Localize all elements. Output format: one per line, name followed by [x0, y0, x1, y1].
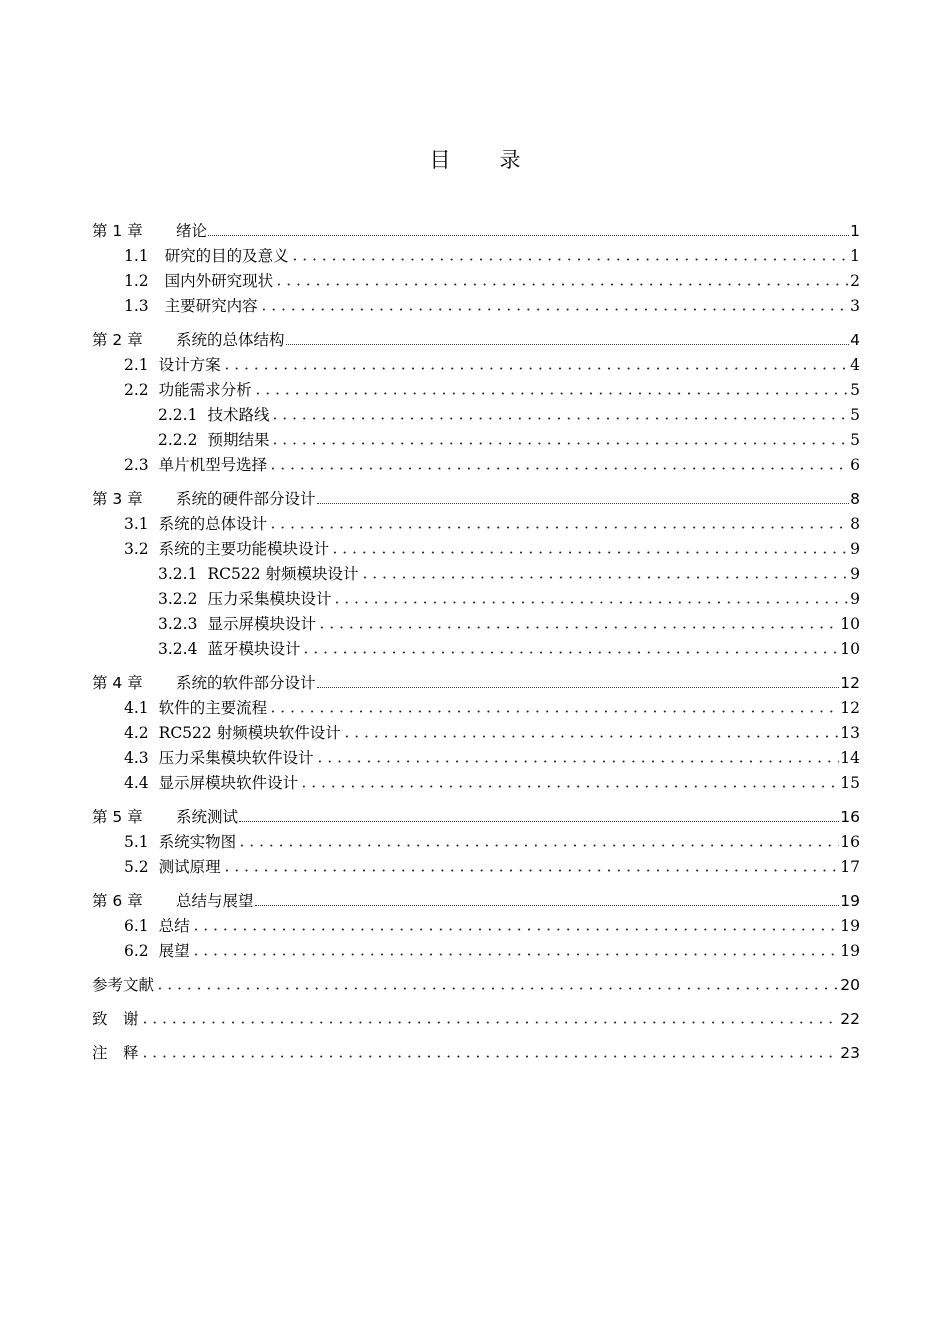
page-number: 19	[840, 942, 860, 960]
section-number: 1.1	[124, 247, 149, 265]
dot-leader	[222, 869, 840, 872]
dot-leader	[332, 601, 849, 604]
chapter-label: 第 6 章	[92, 892, 143, 910]
dot-leader	[222, 367, 849, 370]
toc-section[interactable]	[92, 852, 860, 877]
page-number: 20	[840, 976, 860, 994]
page-number: 10	[840, 640, 860, 658]
toc-acknowledgements[interactable]	[92, 1004, 860, 1029]
page-number: 16	[840, 808, 860, 826]
dot-leader	[253, 392, 849, 395]
toc-section[interactable]	[92, 450, 860, 475]
toc-subsection[interactable]	[92, 609, 860, 634]
section-title: 系统的总体设计	[158, 515, 268, 533]
section-number: 5.2	[124, 858, 149, 876]
section-number: 2.1	[124, 356, 149, 374]
toc-section[interactable]	[92, 693, 860, 718]
page-number: 9	[850, 565, 860, 583]
toc-section[interactable]	[92, 743, 860, 768]
toc-section[interactable]	[92, 718, 860, 743]
page-number: 22	[840, 1010, 860, 1028]
dot-leader	[140, 1055, 840, 1058]
section-number: 6.1	[124, 917, 149, 935]
dot-leader	[140, 1021, 840, 1024]
subsection-title: 显示屏模块设计	[207, 615, 316, 633]
toc-subsection[interactable]	[92, 634, 860, 659]
section-title: 总结	[158, 917, 190, 935]
toc-section[interactable]	[92, 936, 860, 961]
subsection-title: 蓝牙模块设计	[207, 640, 301, 658]
toc-section[interactable]	[92, 827, 860, 852]
section-title: 测试原理	[158, 858, 221, 876]
section-title: 展望	[158, 942, 190, 960]
page-number: 6	[850, 456, 860, 474]
dot-leader	[286, 344, 850, 345]
section-number: 1.2	[124, 272, 149, 290]
subsection-title: RC522 射频模块设计	[207, 565, 359, 583]
page-number: 10	[840, 615, 860, 633]
notes-title: 注 释	[92, 1044, 139, 1062]
toc-subsection[interactable]	[92, 559, 860, 584]
section-number: 3.2	[124, 540, 149, 558]
section-title: RC522 射频模块软件设计	[158, 724, 341, 742]
chapter-label: 第 3 章	[92, 490, 143, 508]
section-title: 研究的目的及意义	[164, 247, 289, 265]
dot-leader	[208, 235, 849, 236]
toc-notes[interactable]	[92, 1038, 860, 1063]
section-title: 功能需求分析	[158, 381, 252, 399]
chapter-title: 系统测试	[176, 808, 239, 826]
section-number: 4.1	[124, 699, 149, 717]
toc-section[interactable]	[92, 375, 860, 400]
dot-leader	[330, 551, 849, 554]
section-title: 单片机型号选择	[158, 456, 268, 474]
toc-chapter[interactable]	[92, 484, 860, 509]
dot-leader	[301, 651, 839, 654]
page-number: 16	[840, 833, 860, 851]
section-title: 系统的主要功能模块设计	[158, 540, 330, 558]
page-number: 13	[840, 724, 860, 742]
dot-leader	[317, 503, 850, 504]
section-title: 压力采集模块软件设计	[158, 749, 314, 767]
subsection-number: 3.2.1	[158, 565, 198, 583]
dot-leader	[268, 710, 839, 713]
subsection-title: 技术路线	[207, 406, 270, 424]
section-number: 4.3	[124, 749, 149, 767]
chapter-label: 第 5 章	[92, 808, 143, 826]
subsection-title: 压力采集模块设计	[207, 590, 332, 608]
dot-leader	[342, 735, 840, 738]
toc-section[interactable]	[92, 291, 860, 316]
chapter-title: 系统的硬件部分设计	[176, 490, 316, 508]
dot-leader	[274, 283, 849, 286]
dot-leader	[268, 526, 849, 529]
section-title: 软件的主要流程	[158, 699, 268, 717]
toc-subsection[interactable]	[92, 425, 860, 450]
toc-section[interactable]	[92, 266, 860, 291]
section-number: 2.3	[124, 456, 149, 474]
page-number: 4	[850, 331, 860, 349]
subsection-number: 2.2.1	[158, 406, 198, 424]
subsection-title: 预期结果	[207, 431, 270, 449]
toc-chapter[interactable]	[92, 886, 860, 911]
section-title: 国内外研究现状	[164, 272, 274, 290]
page-number: 1	[850, 222, 860, 240]
references-title: 参考文献	[92, 976, 155, 994]
section-title: 显示屏模块软件设计	[158, 774, 299, 792]
dot-leader	[317, 626, 839, 629]
dot-leader	[191, 928, 840, 931]
section-number: 5.1	[124, 833, 149, 851]
chapter-label: 第 1 章	[92, 222, 143, 240]
page-number: 8	[850, 490, 860, 508]
dot-leader	[299, 785, 839, 788]
page-number: 23	[840, 1044, 860, 1062]
toc-chapter[interactable]	[92, 325, 860, 350]
toc-section[interactable]	[92, 768, 860, 793]
page-number: 2	[850, 272, 860, 290]
page-number: 14	[840, 749, 860, 767]
page-number: 1	[850, 247, 860, 265]
toc-list	[92, 216, 860, 1063]
toc-chapter[interactable]	[92, 216, 860, 241]
page-number: 19	[840, 892, 860, 910]
section-number: 4.2	[124, 724, 149, 742]
page-number: 9	[850, 540, 860, 558]
chapter-label: 第 2 章	[92, 331, 143, 349]
toc-section[interactable]	[92, 241, 860, 266]
dot-leader	[360, 576, 850, 579]
dot-leader	[315, 760, 840, 763]
page-number: 12	[840, 674, 860, 692]
chapter-title: 系统的软件部分设计	[176, 674, 316, 692]
page-number: 9	[850, 590, 860, 608]
dot-leader	[270, 417, 849, 420]
dot-leader	[270, 442, 849, 445]
toc-chapter[interactable]	[92, 668, 860, 693]
page-number: 3	[850, 297, 860, 315]
dot-leader	[237, 844, 839, 847]
page-number: 15	[840, 774, 860, 792]
acknowledgements-title: 致 谢	[92, 1010, 139, 1028]
page-number: 17	[840, 858, 860, 876]
dot-leader	[255, 905, 840, 906]
toc-section[interactable]	[92, 350, 860, 375]
chapter-label: 第 4 章	[92, 674, 143, 692]
toc-section[interactable]	[92, 534, 860, 559]
chapter-title: 总结与展望	[176, 892, 254, 910]
page-number: 8	[850, 515, 860, 533]
subsection-number: 2.2.2	[158, 431, 198, 449]
section-title: 设计方案	[158, 356, 221, 374]
dot-leader	[155, 987, 839, 990]
section-title: 系统实物图	[158, 833, 237, 851]
section-number: 4.4	[124, 774, 149, 792]
section-number: 2.2	[124, 381, 149, 399]
page-number: 5	[850, 406, 860, 424]
toc-subsection[interactable]	[92, 400, 860, 425]
toc-title: 目 录	[429, 148, 535, 172]
subsection-number: 3.2.4	[158, 640, 198, 658]
dot-leader	[191, 953, 840, 956]
page-number: 4	[850, 356, 860, 374]
dot-leader	[317, 687, 840, 688]
chapter-title: 系统的总体结构	[176, 331, 285, 349]
page-number: 5	[850, 381, 860, 399]
page-number: 19	[840, 917, 860, 935]
toc-references[interactable]	[92, 970, 860, 995]
section-title: 主要研究内容	[164, 297, 258, 315]
dot-leader	[290, 258, 849, 261]
dot-leader	[268, 467, 849, 470]
dot-leader	[259, 308, 849, 311]
page-number: 5	[850, 431, 860, 449]
toc-chapter[interactable]	[92, 802, 860, 827]
subsection-number: 3.2.3	[158, 615, 198, 633]
dot-leader	[239, 821, 839, 822]
section-number: 6.2	[124, 942, 149, 960]
page-number: 12	[840, 699, 860, 717]
subsection-number: 3.2.2	[158, 590, 198, 608]
toc-subsection[interactable]	[92, 584, 860, 609]
section-number: 3.1	[124, 515, 149, 533]
chapter-title: 绪论	[176, 222, 208, 240]
section-number: 1.3	[124, 297, 149, 315]
toc-section[interactable]	[92, 509, 860, 534]
toc-section[interactable]	[92, 911, 860, 936]
